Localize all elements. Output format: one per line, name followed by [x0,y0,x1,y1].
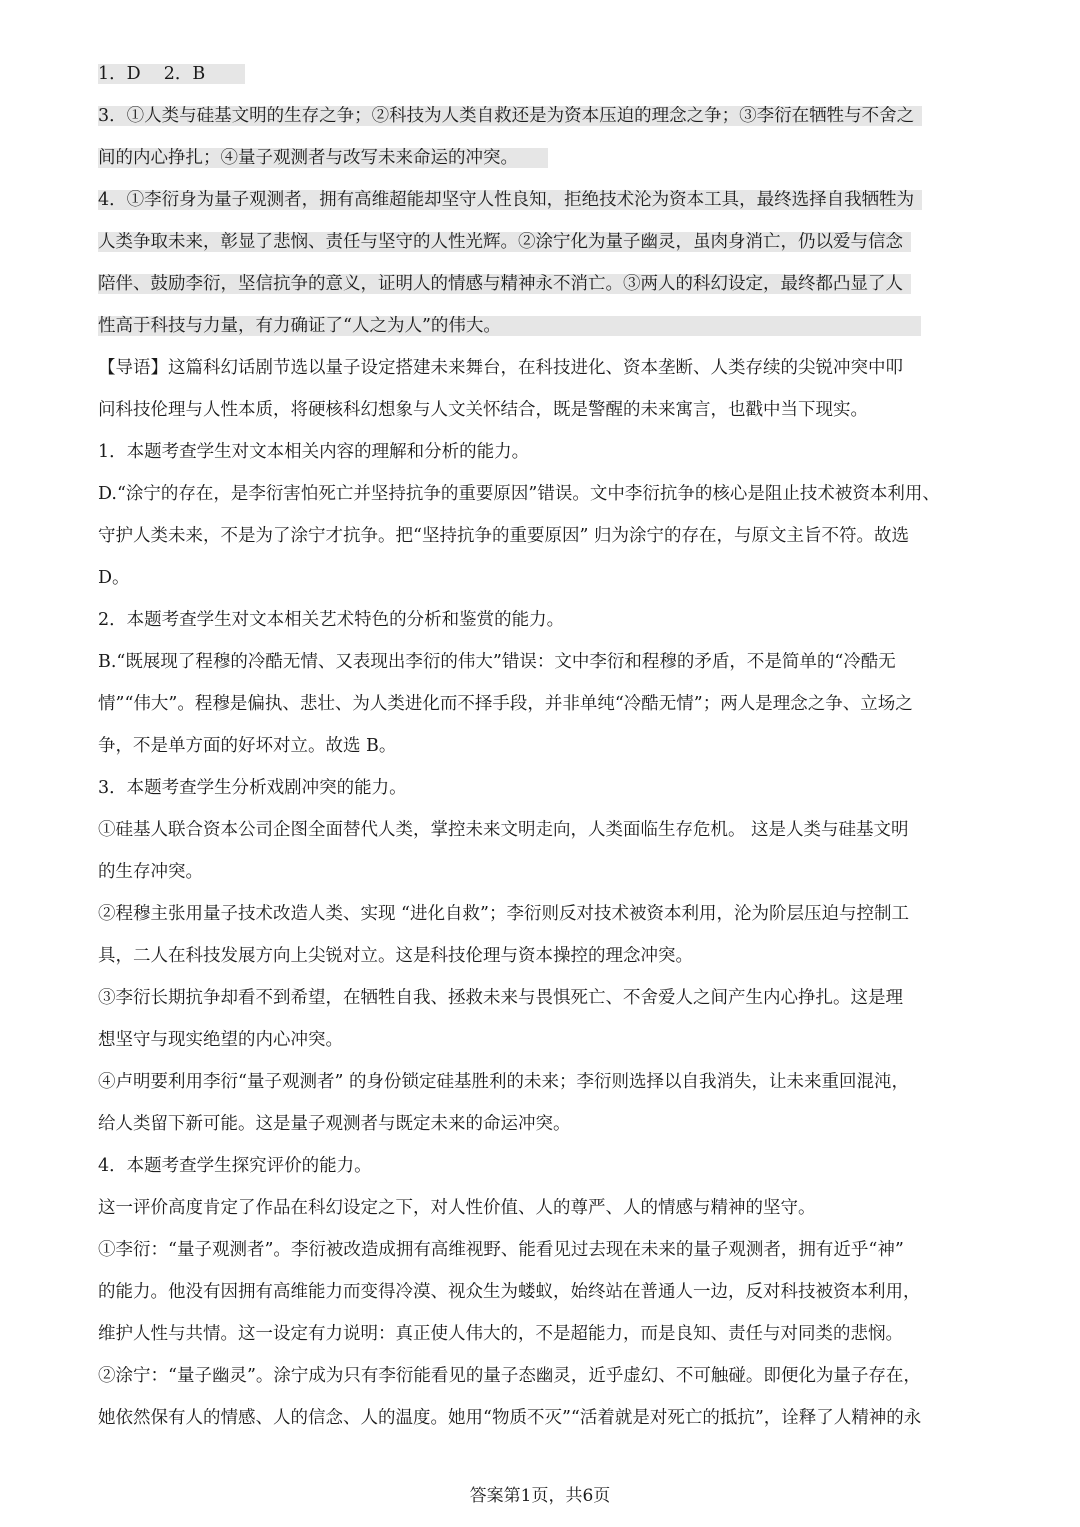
explanation-text: 给人类留下新可能。这是量子观测者与既定未来的命运冲突。 [98,1114,571,1134]
explanation-text: D.“涂宁的存在，是李衍害怕死亡并坚持抗争的重要原因”错误。文中李衍抗争的核心是阻止技术被资本利用、 [98,484,940,504]
explanation-text: ④卢明要利用李衍“量子观测者” 的身份锁定硅基胜利的未来；李衍则选择以自我消失，让未来重回混沌， [98,1072,909,1092]
explanation-text: 想坚守与现实绝望的内心冲突。 [98,1030,343,1050]
answer-line: 1．D 2．B [98,60,245,88]
question-heading: 4．本题考查学生探究评价的能力。 [98,1156,372,1176]
explanation-text: ①李衍：“量子观测者”。李衍被改造成拥有高维视野、能看见过去现在未来的量子观测者，拥有近乎“神” [98,1240,904,1260]
explanation-text: ②程穆主张用量子技术改造人类、实现 “进化自救”；李衍则反对技术被资本利用，沦为阶层压迫与控制工 [98,904,909,924]
explanation-text: 的能力。他没有因拥有高维能力而变得冷漠、视众生为蝼蚁，始终站在普通人一边，反对科技被资本利用， [98,1282,921,1302]
question-heading: 3．本题考查学生分析戏剧冲突的能力。 [98,778,407,798]
intro-paragraph: 问科技伦理与人性本质，将硬核科幻想象与人文关怀结合，既是警醒的未来寓言，也戳中当下现实。 [98,400,868,420]
question-heading: 2．本题考查学生对文本相关艺术特色的分析和鉴赏的能力。 [98,610,565,630]
answer-line: 性高于科技与力量，有力确证了“人之为人”的伟大。 [98,312,921,340]
explanation-text: 情”“伟大”。程穆是偏执、悲壮、为人类进化而不择手段，并非单纯“冷酷无情”；两人是理念之争、立场之 [98,694,913,714]
question-heading: 1．本题考查学生对文本相关内容的理解和分析的能力。 [98,442,530,462]
explanation-text: ③李衍长期抗争却看不到希望，在牺牲自我、拯救未来与畏惧死亡、不舍爱人之间产生内心挣扎。这是理 [98,988,903,1008]
answer-line: 3．①人类与硅基文明的生存之争；②科技为人类自救还是为资本压迫的理念之争；③李衍在牺牲与不舍之 [98,102,922,130]
explanation-text: ①硅基人联合资本公司企图全面替代人类，掌控未来文明走向，人类面临生存危机。 这是人类与硅基文明 [98,820,909,840]
answer-line: 间的内心挣扎；④量子观测者与改写未来命运的冲突。 [98,144,548,172]
explanation-text: 具，二人在科技发展方向上尖锐对立。这是科技伦理与资本操控的理念冲突。 [98,946,693,966]
explanation-text: D。 [98,568,130,588]
explanation-text: B.“既展现了程穆的冷酷无情、又表现出李衍的伟大”错误：文中李衍和程穆的矛盾，不是简单的“冷酷无 [98,652,896,672]
explanation-text: ②涂宁：“量子幽灵”。涂宁成为只有李衍能看见的量子态幽灵，近乎虚幻、不可触碰。即便化为量子存在， [98,1366,921,1386]
page-footer: 答案第1页，共6页 [469,1486,611,1506]
answer-line: 陪伴、鼓励李衍，坚信抗争的意义，证明人的情感与精神永不消亡。③两人的科幻设定，最终都凸显了人 [98,270,911,298]
explanation-text: 争，不是单方面的好坏对立。故选 B。 [98,736,397,756]
explanation-text: 这一评价高度肯定了作品在科幻设定之下，对人性价值、人的尊严、人的情感与精神的坚守。 [98,1198,816,1218]
explanation-text: 维护人性与共情。这一设定有力说明：真正使人伟大的，不是超能力，而是良知、责任与对同类的悲悯。 [98,1324,903,1344]
explanation-text: 她依然保有人的情感、人的信念、人的温度。她用“物质不灭”“活着就是对死亡的抵抗”，诠释了人精神的永 [98,1408,922,1428]
intro-paragraph: 【导语】这篇科幻话剧节选以量子设定搭建未来舞台，在科技进化、资本垄断、人类存续的尖锐冲突中叩 [98,358,903,378]
explanation-text: 守护人类未来，不是为了涂宁才抗争。把“坚持抗争的重要原因” 归为涂宁的存在，与原文主旨不符。故选 [98,526,909,546]
explanation-text: 的生存冲突。 [98,862,203,882]
answer-line: 4．①李衍身为量子观测者，拥有高维超能却坚守人性良知，拒绝技术沦为资本工具，最终选择自我牺牲为 [98,186,922,214]
answer-line: 人类争取未来，彰显了悲悯、责任与坚守的人性光辉。②涂宁化为量子幽灵，虽肉身消亡，仍以爱与信念 [98,228,911,256]
